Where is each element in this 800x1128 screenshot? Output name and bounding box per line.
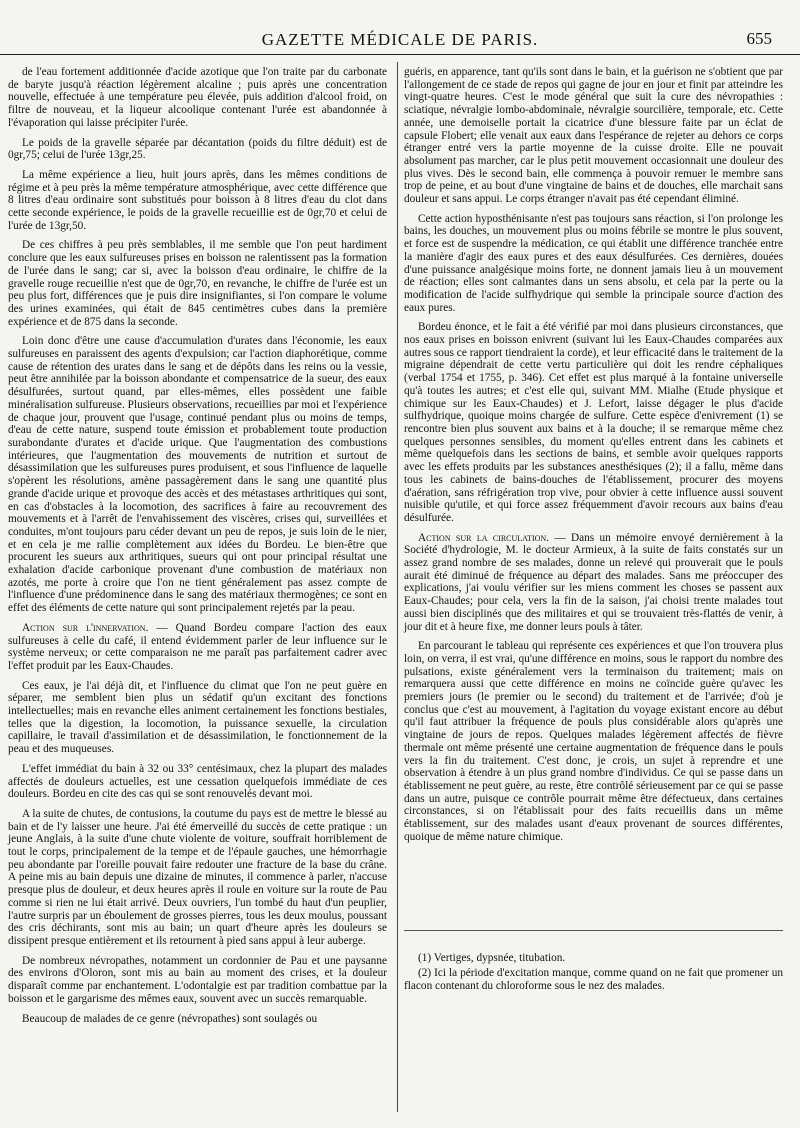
paragraph [8,66,387,130]
paragraph [8,763,387,801]
paragraph-text: De ces chiffres à peu près semblables, il me semble que l'on peut hardiment conclure que les eaux sulfureuses prises en boisson ne ralentissent pas la formation de l'urée dans le sang; car si, avec la boisson d'eau ordinaire, le chiffre de la gravelle rouge recueillie n'est que de 0gr,70, en revanche, le chiffre de l'urée est un peu plus fort, différences que je puis dire insignifiantes, si l'on compare le volume des urines examinées, qui était de 845 centimètres cubes dans la première expérience et de 875 dans la seconde. [8,239,387,328]
right-column [404,66,783,843]
section-rubric: Action sur la circulation. [418,531,549,544]
footnote: (2) Ici la période d'excitation manque, comme quand on ne fait que promener un flacon contenant du chloroforme sous le nez des malades. [404,967,783,992]
footnote: (1) Vertiges, dypsnée, titubation. [418,952,566,964]
paragraph-text: A la suite de chutes, de contusions, la coutume du pays est de mettre le blessé au bain et de l'y laisser une heure. J'ai été émerveillé du succès de cette pratique : un jeune Anglais, à la suite d'une chute violente de voiture, souffrait horriblement de tout le corps, principalement de la tempe et de l'épaule gauches, une hémorrhagie peu abondante par l'oreille pouvait faire redouter une fracture de la base du crâne. A peine mis au bain depuis une dizaine de minutes, il commence à parler, n'accuse presque plus de douleur, et deux heures après il roule en voiture sur la route de Pau comme si rien ne lui était arrivé. Deux ouvriers, l'un tombé du haut d'un peuplier, l'autre surpris par un éboulement de grosses pierres, tous les deux moulus, poussant des cris déchirants, sont mis au bain; un quart d'heure après les douleurs se dissipent presque entièrement et ils retournent à pied sans appui à leur auberge. [8,807,387,947]
paragraph [8,955,387,1006]
paragraph [404,640,783,843]
paragraph-text: Le poids de la gravelle séparée par décantation (poids du filtre déduit) est de 0gr,75; celui de l'urée 13gr,25. [8,136,387,162]
paragraph-text: Bordeu énonce, et le fait a été vérifié par moi dans plusieurs circonstances, que nos eaux prises en boisson enivrent (suivant lui les Eaux-Chaudes comparées aux autres sous ce rapport tiendraient la corde), et leur efficacité dans le traitement de la migraine dépendrait de cette vertu particulière qui doit les rendre céphaliques (verbal 1754 et 1755, p. 346). Cet effet est plus marqué à la fontaine universelle qu'à toutes les autres; et c'est elle qui, suivant MM. Mialhe (Etude physique et chimique sur les Eaux-Chaudes) et J. Lefort, laisse dégager le plus d'acide sulfhydrique, quoique moins chargée de sulfure. Cette espèce d'enivrement (1) se rencontre bien plus souvent aux bains et à la douche; il se remarque même chez quelques personnes sensibles, du moment qu'elles entrent dans les cabinets et même quelquefois dans les sections de bains, et semble avoir quelques rapports avec les effets produits par les substances anesthésiques (2); il a fallu, même dans tous les cabinets de bains-douches de l'établissement, procurer des moyens d'aération, sans réfrigération trop vive, pour obvier à cette influence aussi souvent nuisible qu'utile, et qui force assez fréquemment d'avoir recours aux bains d'eau désulfurée. [404,321,783,524]
paragraph [404,213,783,315]
paragraph-text: — Quand Bordeu compare l'action des eaux sulfureuses à celle du café, il entend évidemment parler de leur influence sur le système nerveux; or cette comparaison ne me paraît pas parfaitement cadrer avec l'effet produit par les Eaux-Chaudes. [8,621,387,672]
paragraph [8,239,387,328]
footnotes [404,952,783,995]
footnote-divider [404,930,783,931]
paragraph-text: de l'eau fortement additionnée d'acide azotique que l'on traite par du carbonate de baryte jusqu'à réaction légèrement alcaline ; puis après une concentration nouvelle, effectuée à une température peu élevée, puis addition d'alcool froid, on filtre de nouveau, et la liqueur alcoolique contenant l'urée est abandonnée à l'évaporation qui laisse précipiter l'urée. [8,66,387,129]
paragraph [8,335,387,614]
page-header [0,28,800,55]
paragraph-text: L'effet immédiat du bain à 32 ou 33° centésimaux, chez la plupart des malades affectés de douleurs actuelles, est une cessation quelquefois immédiate de ces douleurs. Bordeu en cite des cas qui se sont renouvelés devant moi. [8,762,387,801]
paragraph-text: En parcourant le tableau qui représente ces expériences et que l'on trouvera plus loin, on verra, il est vrai, qu'une différence en moins, sous le rapport du nombre des pulsations, existe généralement vers la terminaison du traitement; mais on remarquera aussi que cette différence en moins ne coïncide guère qu'avec les premiers jours (le premier ou le second) du traitement et de l'arrivée; d'où je conclus que c'est au mouvement, à l'agitation du voyage existant encore au début qu'il faut attribuer la fréquence de pouls plus considérable alors qu'après une vingtaine de jours de repos. Quelques malades légèrement affectés de fièvre thermale ont même présenté une certaine augmentation de fréquence dans le pouls vers la fin du traitement. C'est donc, je crois, un sujet à reprendre et une observation à étendre à un plus grand nombre d'individus. Ce qui se passe dans un établissement ne peut guère, au reste, être contrôlé sérieusement par ce qui se passe dans un autre, puisque ce contrôle pourrait même être défectueux, dans certaines circonstances, si on l'établissait pour des faits recueillis dans un même établissement, sur des malades usant d'eaux provenant de sources différentes, quoique de même nature chimique. [404,640,783,843]
paragraph [8,169,387,233]
paragraph-text: guéris, en apparence, tant qu'ils sont dans le bain, et la guérison ne s'obtient que par l'allongement de ce stade de repos qui gagne de jour en jour et finit par atteindre les vingt-quatre heures. C'est le mode général que suit la cure des névropathies : sciatique, névralgie lombo-abdominale, névralgie sourcilière, temporale, etc. Cette année, une demoiselle portait la cicatrice d'une blessure faite par un éclat de capsule Flobert; elle venait aux eaux dans l'espérance de rejeter au dehors ce corps étranger entré vers la partie moyenne de la cuisse droite. Elle ne pouvait absolument pas marcher, car le plus petit mouvement occasionnait une douleur des plus vives. Dès le second bain, elle commença à pouvoir remuer le membre sans trop de peine, et au bout d'une vingtaine de bains et de douches, elle marchait sans douleur et sans appui. Le corps étranger n'avait pas été cependant éliminé. [404,66,783,206]
paragraph-text: De nombreux névropathes, notamment un cordonnier de Pau et une paysanne des environs d'Oloron, sont mis au bain au moment des crises, et la douleur disparaît comme par enchantement. L'odontalgie est par tradition combattue par la boisson et le gargarisme des mêmes eaux, souvent avec un succès remarquable. [8,954,387,1005]
paragraph [8,1013,387,1026]
paragraph-text: Beaucoup de malades de ce genre (névropathes) sont soulagés ou [22,1012,318,1025]
paragraph [404,321,783,524]
paragraph-text: Ces eaux, je l'ai déjà dit, et l'influence du climat que l'on ne peut guère en séparer, me semblent bien plus un sédatif qu'un excitant des fonctions intellectuelles; mais en revanche elles animent certainement les fonctions bestiales, telles que la digestion, la locomotion, la puissance sexuelle, la circulation capillaire, le travail d'assimilation et de désassimilation, le fonctionnement de la peau et des muqueuses. [8,679,387,756]
paragraph [8,680,387,756]
journal-title: GAZETTE MÉDICALE DE PARIS. [261,30,539,49]
section-rubric: Action sur l'innervation. [22,621,149,634]
paragraph [404,532,783,634]
page-number: 655 [746,29,772,48]
paragraph [404,66,783,206]
paragraph-text: La même expérience a lieu, huit jours après, dans les mêmes conditions de régime et à peu près la même température atmosphérique, avec cette différence que 8 litres d'eau ordinaire sont substitués pour boisson à 8 litres d'eau du clot dans cette seconde expérience, le poids de la gravelle recueillie est de 0gr,70 et celui de l'urée de 13gr,50. [8,168,387,232]
paragraph-text: Cette action hyposthénisante n'est pas toujours sans réaction, si l'on prolonge les bains, les douches, un mouvement plus ou moins fébrile se montre le plus souvent, et force est de suspendre la médication, ce qui établit une différence tranchée entre la manière d'agir des eaux pures et des eaux désulfurées. Ces dernières, douées d'une puissance analgésique moins forte, ne donnent jamais lieu à un mouvement de réaction; elles sont calmantes dans un sens absolu, et cela par la perte ou la modification de l'acide sulfhydrique qui semble la principale source d'action des eaux pures. [404,212,783,314]
paragraph [8,137,387,162]
column-divider [397,62,398,1112]
paragraph [8,622,387,673]
paragraph [8,808,387,948]
left-column [8,66,387,1122]
paragraph-text: Loin donc d'être une cause d'accumulation d'urates dans l'économie, les eaux sulfureuses en paraissent des agents d'expulsion; car l'action diaphorétique, comme cause de rétention des urates dans le sang et de dépôts dans les reins ou la vessie, peut être annihilée par la boisson abondante et compensatrice de la sueur, des eaux désulfurées, surtout quand, par elles-mêmes, elles possèdent une faible minéralisation sulfureuse. Plusieurs observations, recueillies par moi et l'expérience de chaque jour, prouvent que l'usage, continué pendant plus ou moins de temps, d'eau de cette nature, suspend toute émission et probablement toute production surabondante d'urates et d'acide urique. Que l'augmentation des combustions intérieures, que l'augmentation des mouvements de nutrition et surtout de désassimilation que les sulfureuses pures produisent, et sous l'influence de laquelle s'opèrent les résolutions, amène passagèrement dans le sang une quantité plus grande d'acide urique et provoque des accès et des métastases arthritiques qui sont, en cas d'obstacles à la locomotion, des sacrifices à faire au recouvrement des mouvements et à l'arrêt de l'envahissement des viscères, crises qui, surveillées et conduites, m'ont toujours paru céder devant un peu de repos, je suis loin de le nier, et en cela je me rallie complètement aux idées du Bordeu. Le bien-être que procurent les sueurs aux arthritiques, sueurs qui ont pour principal résultat une exhalation d'acide carbonique provenant d'une combustion de matériaux non azotés, me porte à croire que l'on ne tient généralement pas assez compte de l'influence d'une prédominence dans le sang des matériaux thermogènes; ce sont en effet des éléments de cette nature qui sont principalement rejetés par la peau. [8,335,387,615]
paragraph-text: — Dans un mémoire envoyé dernièrement à la Société d'hydrologie, M. le docteur Armieux, à la suite de faits constatés sur un assez grand nombre de ses malades, donne un relevé qui prouverait que le pouls aurait été diminué de fréquence au départ des malades. Sans me préoccuper des explications, j'ai voulu vérifier sur les miens comment les choses se passent aux Eaux-Chaudes; pour cela, vers la fin de la saison, j'ai choisi trente malades tout aussi bien disciplinés que des militaires et qui se trouvaient très-flattés de venir, à jour dit et à heure fixe, me donner leurs pouls à tâter. [404,531,783,633]
